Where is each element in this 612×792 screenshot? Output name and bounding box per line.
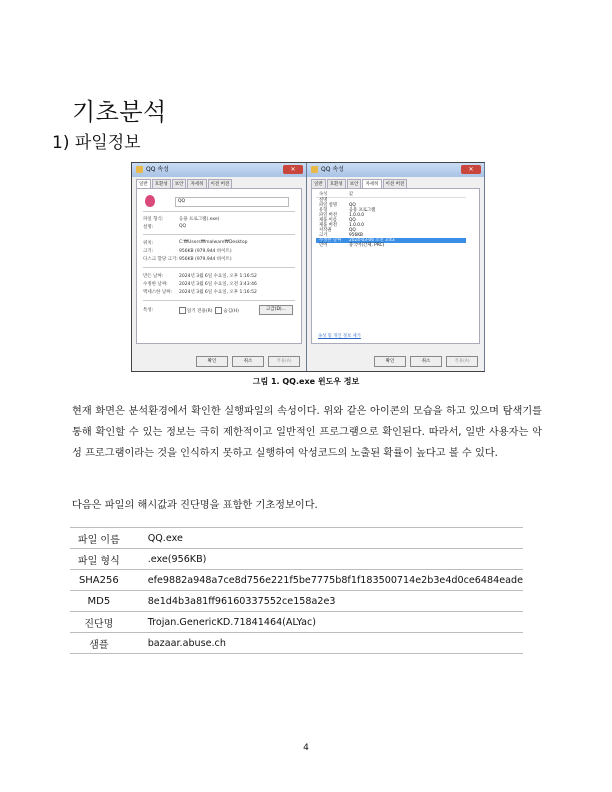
general-properties-dialog [132, 163, 307, 371]
tab-security[interactable]: 보안 [172, 179, 187, 188]
table-row: MD5 8e1d4b3a81ff96160337552ce158a2e3 [70, 591, 523, 612]
tab-compatibility[interactable]: 호환성 [152, 179, 171, 188]
advanced-button[interactable]: 고급(D)... [259, 305, 293, 315]
hidden-checkbox[interactable] [215, 307, 222, 314]
details-row[interactable]: 제품 버전 1.0.0.0 [319, 223, 365, 228]
details-panel [311, 188, 480, 344]
tab-previous-versions[interactable]: 이전 버전 [208, 179, 233, 188]
heading-main: 기초분석 [72, 98, 167, 126]
heading-file-info: 1) 파일정보 [52, 133, 141, 153]
dialog-titlebar [132, 163, 306, 177]
details-section: 설명 [319, 198, 328, 203]
table-row: SHA256 efe9882a948a7ce8d756e221f5be7775b8f1f183500714e2b3e4d0ce6484eade [70, 570, 523, 591]
details-row[interactable]: 크기 956KB [319, 233, 363, 238]
prop-row: 설명: QQ [143, 224, 187, 230]
close-icon[interactable]: ✕ [461, 165, 481, 174]
app-icon [136, 166, 143, 173]
table-row: 샘플 bazaar.abuse.ch [70, 633, 523, 654]
dialog-tabs [307, 177, 484, 188]
file-name-field[interactable]: QQ [175, 197, 289, 207]
table-row: 파일 형식 .exe(956KB) [70, 549, 523, 570]
tab-compatibility[interactable]: 호환성 [327, 179, 346, 188]
dialog-tabs [132, 177, 306, 188]
general-panel [136, 188, 302, 344]
readonly-checkbox[interactable] [179, 307, 186, 314]
prop-row: 크기: 956KB (979,944 바이트) [143, 249, 232, 254]
details-row[interactable]: 언어 중국어(간체, PRC) [319, 243, 385, 248]
dialog-title: QQ 속성 [146, 166, 169, 173]
paragraph-description: 현재 화면은 분석환경에서 확인한 실행파일의 속성이다. 위와 같은 아이콘의 모습을 하고 있으며 탐색기를 통해 확인할 수 있는 정보는 극히 제한적이고 일반적인 프로그램으로 확인된다. 따라서, 일반 사용자는 악성 프로그램이라는 것을 인식하지 못하고 실행하여 악성코드의 노출된 확률이 높다고 볼 수 있다. [72, 406, 542, 459]
tab-general[interactable]: 일반 [311, 179, 326, 188]
tab-general[interactable]: 일반 [136, 179, 151, 188]
details-row[interactable]: 파일 버전 1.0.0.0 [319, 213, 365, 218]
details-row[interactable]: 저작권 QQ [319, 228, 356, 233]
penguin-app-icon [145, 195, 155, 207]
app-icon [311, 166, 318, 173]
tab-details[interactable]: 자세히 [187, 179, 206, 188]
apply-button[interactable]: 적용(A) [446, 356, 478, 367]
page-number: 4 [303, 743, 309, 753]
close-icon[interactable]: ✕ [283, 165, 303, 174]
prop-row: 액세스한 날짜: 2024년 3월 6일 수요일, 오후 1:16:52 [143, 290, 257, 295]
prop-row: 디스크 할당 크기: 956KB (979,944 바이트) [143, 257, 232, 262]
prop-row: 파일 형식: 응용 프로그램(.exe) [143, 217, 220, 222]
remove-properties-link[interactable]: 속성 및 개인 정보 제거 [318, 334, 361, 339]
apply-button[interactable]: 적용(A) [268, 356, 300, 367]
dialog-title: QQ 속성 [321, 166, 344, 173]
table-row: 진단명 Trojan.GenericKD.71841464(ALYac) [70, 612, 523, 633]
divider [143, 267, 295, 268]
tab-details[interactable]: 자세히 [362, 179, 381, 188]
divider [143, 211, 295, 212]
details-header: 속성 값 [316, 192, 466, 198]
cancel-button[interactable]: 취소 [410, 356, 442, 367]
prop-row: 수정한 날짜: 2024년 3월 6일 수요일, 오전 3:43:46 [143, 282, 257, 287]
prop-row: 위치: C:₩Users₩malware₩Desktop [143, 240, 248, 246]
divider [143, 300, 295, 301]
ok-button[interactable]: 확인 [196, 356, 228, 367]
paragraph-intro-table: 다음은 파일의 해시값과 진단명을 표함한 기초정보이다. [72, 500, 318, 511]
divider [143, 234, 295, 235]
details-row[interactable]: 파일 설명 QQ [319, 203, 356, 208]
table-row: 파일 이름 QQ.exe [70, 528, 523, 549]
details-row-selected[interactable]: 수정한 날짜 2024-03-06 오전 3:43 [316, 238, 466, 243]
tab-previous-versions[interactable]: 이전 버전 [383, 179, 408, 188]
details-properties-dialog [307, 163, 485, 371]
prop-row: 만든 날짜: 2024년 3월 6일 수요일, 오후 1:16:52 [143, 274, 257, 279]
tab-security[interactable]: 보안 [347, 179, 362, 188]
details-list [316, 192, 466, 248]
dialog-titlebar [307, 163, 484, 177]
attributes-row: 특성: 읽기 전용(R) 숨김(H) [143, 308, 239, 314]
properties-screenshot [131, 162, 485, 372]
details-row[interactable]: 제품 이름 QQ [319, 218, 356, 223]
file-info-table [70, 527, 523, 654]
cancel-button[interactable]: 취소 [232, 356, 264, 367]
details-row[interactable]: 유형 응용 프로그램 [319, 208, 376, 213]
figure-caption: 그림 1. QQ.exe 윈도우 정보 [252, 377, 360, 386]
ok-button[interactable]: 확인 [374, 356, 406, 367]
